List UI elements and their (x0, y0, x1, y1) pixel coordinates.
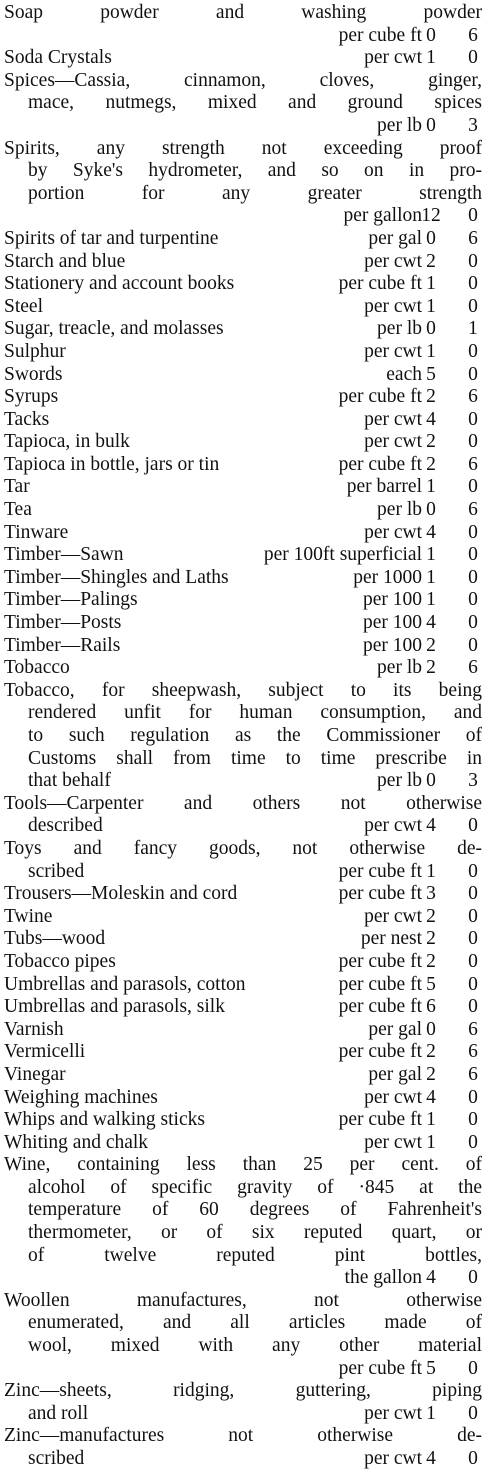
entry-description: Toys and fancy goods, not otherwise de- (4, 837, 482, 859)
tariff-entry-spirits (4, 138, 484, 228)
entry-shillings: 2 (426, 1063, 436, 1085)
entry-description: Weighing machines (4, 1086, 158, 1108)
entry-description: scribed (28, 1448, 85, 1469)
entry-shillings: 5 (426, 363, 436, 385)
entry-line (4, 273, 484, 296)
entry-pence: 6 (468, 499, 478, 521)
entry-description: Sulphur (4, 340, 66, 362)
entry-unit: per lb (377, 318, 422, 340)
entry-shillings: 2 (426, 386, 436, 408)
tariff-entry-timber-palings (4, 589, 484, 612)
entry-unit: per cube ft (338, 1357, 422, 1379)
entry-line (4, 567, 484, 590)
tariff-entry-steel (4, 296, 484, 319)
entry-pence: 0 (468, 544, 478, 566)
tariff-entry-tacks (4, 409, 484, 432)
entry-description: described (28, 815, 103, 837)
entry-pence: 0 (468, 340, 478, 362)
tariff-entry-tobacco-pipes (4, 951, 484, 974)
entry-shillings: 1 (426, 544, 436, 566)
entry-shillings: 1 (426, 1402, 436, 1424)
entry-shillings: 0 (426, 318, 436, 340)
entry-description: Zinc—manufactures not otherwise de- (4, 1425, 482, 1447)
entry-pence: 0 (468, 521, 478, 543)
entry-description: Timber—Sawn (4, 544, 124, 566)
entry-line (4, 522, 484, 545)
entry-pence: 0 (468, 250, 478, 272)
entry-line (4, 2, 484, 25)
entry-line (4, 115, 484, 138)
entry-pence: 0 (468, 612, 478, 634)
entry-shillings: 2 (426, 250, 436, 272)
tariff-entry-tubs (4, 928, 484, 951)
entry-description: Umbrellas and parasols, silk (4, 996, 225, 1018)
entry-pence: 0 (468, 883, 478, 905)
entry-unit: per cwt (364, 1086, 422, 1108)
entry-description: Tacks (4, 408, 50, 430)
entry-description: Varnish (4, 1018, 64, 1040)
entry-unit: per cwt (364, 340, 422, 362)
entry-line (4, 702, 484, 725)
entry-line (4, 928, 484, 951)
entry-pence: 0 (468, 1448, 478, 1469)
tariff-entry-tobacco-sheepwash (4, 680, 484, 793)
entry-shillings: 2 (426, 1041, 436, 1063)
tariff-entry-starch (4, 251, 484, 274)
entry-line (4, 1425, 484, 1448)
entry-pence: 0 (468, 1109, 478, 1131)
entry-unit: per 100 (362, 634, 422, 656)
tariff-entry-spirits-tar (4, 228, 484, 251)
entry-description: Tobacco (4, 657, 70, 679)
entry-unit: per cwt (364, 521, 422, 543)
entry-unit: per cwt (364, 431, 422, 453)
entry-pence: 0 (468, 1267, 478, 1289)
entry-pence: 0 (468, 476, 478, 498)
entry-unit: per cube ft (338, 273, 422, 295)
tariff-entry-syrups (4, 386, 484, 409)
entry-shillings: 5 (426, 973, 436, 995)
entry-line (4, 1245, 484, 1268)
entry-description: Timber—Rails (4, 634, 121, 656)
entry-pence: 6 (468, 1063, 478, 1085)
entry-unit: per cwt (364, 47, 422, 69)
entry-shillings: 1 (426, 273, 436, 295)
entry-shillings: 0 (426, 499, 436, 521)
entry-unit: per cube ft (338, 24, 422, 46)
entry-description: thermometer, or of six reputed quart, or (28, 1222, 482, 1244)
entry-description: scribed (28, 860, 85, 882)
tariff-entry-whips (4, 1109, 484, 1132)
entry-line (4, 1380, 484, 1403)
entry-description: Zinc—sheets, ridging, guttering, piping (4, 1380, 482, 1402)
entry-shillings: 0 (426, 114, 436, 136)
entry-shillings: 2 (426, 905, 436, 927)
entry-description: Steel (4, 295, 43, 317)
entry-pence: 0 (468, 1357, 478, 1379)
entry-unit: per 1000 (353, 566, 422, 588)
entry-pence: 6 (468, 386, 478, 408)
entry-line (4, 386, 484, 409)
entry-pence: 0 (468, 273, 478, 295)
entry-description: Twine (4, 905, 53, 927)
entry-shillings: 2 (426, 657, 436, 679)
entry-description: Spirits, any strength not exceeding proof (4, 137, 482, 159)
entry-shillings: 12 (421, 205, 441, 227)
tariff-entry-stationery (4, 273, 484, 296)
entry-pence: 0 (468, 408, 478, 430)
entry-line (4, 815, 484, 838)
entry-description: Syrups (4, 386, 59, 408)
entry-pence: 0 (468, 1131, 478, 1153)
entry-line (4, 1335, 484, 1358)
entry-shillings: 4 (426, 1448, 436, 1469)
entry-description: wool, mixed with any other material (28, 1335, 482, 1357)
entry-line (4, 364, 484, 387)
entry-description: and roll (28, 1402, 89, 1424)
entry-shillings: 4 (426, 521, 436, 543)
entry-line (4, 476, 484, 499)
entry-description: of twelve reputed pint bottles, (28, 1244, 482, 1266)
entry-unit: per cube ft (338, 883, 422, 905)
entry-line (4, 1064, 484, 1087)
entry-line (4, 1177, 484, 1200)
entry-description: Whips and walking sticks (4, 1109, 205, 1131)
entry-line (4, 1448, 484, 1471)
entry-description: Customs shall from time to time prescribe in (28, 747, 482, 769)
entry-shillings: 4 (426, 1267, 436, 1289)
entry-description: Spirits of tar and turpentine (4, 227, 219, 249)
entry-shillings: 1 (426, 860, 436, 882)
entry-pence: 6 (468, 227, 478, 249)
tariff-entry-whiting (4, 1132, 484, 1155)
entry-line (4, 1267, 484, 1290)
entry-unit: per cwt (364, 250, 422, 272)
entry-description: Tubs—wood (4, 928, 106, 950)
tariff-entry-twine (4, 906, 484, 929)
entry-pence: 3 (468, 770, 478, 792)
entry-description: Timber—Posts (4, 612, 122, 634)
tariff-entry-vermicelli (4, 1041, 484, 1064)
tariff-entry-zinc-manufactures (4, 1425, 484, 1470)
entry-line (4, 318, 484, 341)
entry-shillings: 6 (426, 996, 436, 1018)
tariff-entry-soda (4, 47, 484, 70)
entry-unit: per 100ft superficial (263, 544, 422, 566)
entry-pence: 0 (468, 996, 478, 1018)
entry-unit: each (386, 363, 422, 385)
entry-unit: per cwt (364, 905, 422, 927)
entry-unit: per lb (377, 657, 422, 679)
tariff-entry-weighing (4, 1087, 484, 1110)
entry-line (4, 1019, 484, 1042)
entry-shillings: 2 (426, 950, 436, 972)
entry-unit: per 100 (362, 589, 422, 611)
entry-line (4, 1222, 484, 1245)
tariff-entry-wine (4, 1154, 484, 1290)
entry-description: rendered unfit for human consumption, and (28, 702, 482, 724)
entry-description: mace, nutmegs, mixed and ground spices (28, 92, 482, 114)
entry-shillings: 2 (426, 634, 436, 656)
entry-shillings: 2 (426, 928, 436, 950)
tariff-entry-sugar (4, 318, 484, 341)
entry-pence: 0 (468, 589, 478, 611)
entry-unit: per cube ft (338, 996, 422, 1018)
entry-pence: 0 (468, 905, 478, 927)
entry-line (4, 341, 484, 364)
entry-line (4, 296, 484, 319)
entry-pence: 0 (468, 295, 478, 317)
tariff-entry-umbrellas-silk (4, 996, 484, 1019)
entry-shillings: 4 (426, 612, 436, 634)
entry-description: that behalf (28, 770, 111, 792)
entry-shillings: 2 (426, 453, 436, 475)
tariff-entry-timber-sawn (4, 544, 484, 567)
entry-unit: per nest (360, 928, 422, 950)
entry-unit: per gallon (343, 205, 422, 227)
entry-line (4, 92, 484, 115)
entry-unit: per cube ft (338, 860, 422, 882)
entry-line (4, 544, 484, 567)
entry-line (4, 883, 484, 906)
tariff-entry-tinware (4, 522, 484, 545)
tariff-entry-tapioca-bottle (4, 454, 484, 477)
entry-pence: 6 (468, 24, 478, 46)
entry-pence: 0 (468, 205, 478, 227)
entry-description: Whiting and chalk (4, 1131, 149, 1153)
entry-shillings: 4 (426, 408, 436, 430)
entry-pence: 0 (468, 928, 478, 950)
entry-line (4, 1154, 484, 1177)
entry-line (4, 251, 484, 274)
tariff-entry-zinc-sheets (4, 1380, 484, 1425)
entry-unit: the gallon (344, 1267, 422, 1289)
entry-unit: per gal (368, 1018, 422, 1040)
entry-line (4, 25, 484, 48)
entry-pence: 6 (468, 1041, 478, 1063)
tariff-entry-trousers (4, 883, 484, 906)
entry-line (4, 47, 484, 70)
entry-description: Swords (4, 363, 63, 385)
entry-description: Tools—Carpenter and others not otherwise (4, 792, 482, 814)
entry-description: Tar (4, 476, 30, 498)
entry-unit: per cube ft (338, 386, 422, 408)
entry-unit: per cwt (364, 1448, 422, 1469)
entry-pence: 3 (468, 114, 478, 136)
entry-pence: 0 (468, 431, 478, 453)
entry-line (4, 612, 484, 635)
entry-shillings: 4 (426, 815, 436, 837)
entry-unit: per lb (377, 114, 422, 136)
entry-pence: 0 (468, 973, 478, 995)
tariff-entry-umbrellas-cotton (4, 974, 484, 997)
entry-description: Stationery and account books (4, 273, 235, 295)
entry-description: Soda Crystals (4, 47, 112, 69)
entry-unit: per gal (368, 1063, 422, 1085)
entry-description: Spices—Cassia, cinnamon, cloves, ginger, (4, 69, 482, 91)
tariff-entry-tools (4, 793, 484, 838)
entry-line (4, 160, 484, 183)
entry-pence: 0 (468, 363, 478, 385)
entry-description: portion for any greater strength (28, 182, 482, 204)
entry-description: Timber—Shingles and Laths (4, 566, 229, 588)
entry-line (4, 1199, 484, 1222)
entry-pence: 6 (468, 657, 478, 679)
entry-shillings: 1 (426, 1109, 436, 1131)
entry-description: Soap powder and washing powder (4, 2, 482, 23)
entry-shillings: 1 (426, 589, 436, 611)
entry-pence: 0 (468, 1402, 478, 1424)
entry-line (4, 1403, 484, 1426)
entry-description: enumerated, and all articles made of (28, 1312, 482, 1334)
entry-description: Tinware (4, 521, 69, 543)
entry-shillings: 0 (426, 24, 436, 46)
entry-line (4, 499, 484, 522)
entry-pence: 0 (468, 1086, 478, 1108)
entry-unit: per cwt (364, 408, 422, 430)
entry-shillings: 1 (426, 566, 436, 588)
entry-line (4, 1358, 484, 1381)
entry-unit: per gal (368, 227, 422, 249)
entry-shillings: 0 (426, 770, 436, 792)
tariff-entry-swords (4, 364, 484, 387)
tariff-entry-sulphur (4, 341, 484, 364)
entry-pence: 0 (468, 566, 478, 588)
entry-unit: per barrel (346, 476, 422, 498)
entry-description: Sugar, treacle, and molasses (4, 318, 224, 340)
entry-line (4, 657, 484, 680)
entry-description: Vermicelli (4, 1041, 86, 1063)
tariff-entry-tar (4, 476, 484, 499)
entry-line (4, 1312, 484, 1335)
entry-unit: per cwt (364, 1402, 422, 1424)
tariff-entry-timber-posts (4, 612, 484, 635)
entry-description: Tapioca, in bulk (4, 431, 130, 453)
entry-unit: per cwt (364, 1131, 422, 1153)
entry-shillings: 2 (426, 431, 436, 453)
entry-line (4, 861, 484, 884)
entry-description: Umbrellas and parasols, cotton (4, 973, 246, 995)
entry-pence: 1 (468, 318, 478, 340)
entry-shillings: 1 (426, 1131, 436, 1153)
entry-unit: per cube ft (338, 950, 422, 972)
entry-line (4, 906, 484, 929)
entry-line (4, 183, 484, 206)
entry-line (4, 205, 484, 228)
entry-line (4, 70, 484, 93)
entry-line (4, 409, 484, 432)
entry-unit: per cube ft (338, 1041, 422, 1063)
entry-line (4, 1290, 484, 1313)
tariff-entry-tea (4, 499, 484, 522)
entry-unit: per cube ft (338, 1109, 422, 1131)
entry-line (4, 454, 484, 477)
entry-pence: 0 (468, 950, 478, 972)
entry-pence: 0 (468, 860, 478, 882)
entry-line (4, 748, 484, 771)
entry-description: alcohol of specific gravity of ·845 at the (28, 1176, 482, 1198)
entry-line (4, 951, 484, 974)
entry-pence: 6 (468, 1018, 478, 1040)
tariff-entry-woollen (4, 1290, 484, 1380)
entry-description: Starch and blue (4, 250, 126, 272)
tariff-entry-spices (4, 70, 484, 138)
entry-shillings: 1 (426, 476, 436, 498)
entry-line (4, 635, 484, 658)
entry-description: Trousers—Moleskin and cord (4, 883, 238, 905)
entry-description: Timber—Palings (4, 589, 138, 611)
entry-description: Woollen manufactures, not otherwise (4, 1289, 482, 1311)
entry-pence: 6 (468, 453, 478, 475)
entry-unit: per cube ft (338, 453, 422, 475)
entry-shillings: 1 (426, 47, 436, 69)
tariff-entry-tobacco (4, 657, 484, 680)
tariff-entry-timber-shingles (4, 567, 484, 590)
entry-description: to such regulation as the Commissioner of (28, 725, 482, 746)
tariff-entry-vinegar (4, 1064, 484, 1087)
entry-shillings: 5 (426, 1357, 436, 1379)
entry-pence: 0 (468, 815, 478, 837)
entry-line (4, 1087, 484, 1110)
entry-description: Tapioca in bottle, jars or tin (4, 453, 220, 475)
entry-shillings: 0 (426, 1018, 436, 1040)
tariff-entry-tapioca-bulk (4, 431, 484, 454)
entry-pence: 0 (468, 47, 478, 69)
entry-line (4, 228, 484, 251)
entry-description: Wine, containing less than 25 per cent. of (4, 1154, 482, 1176)
entry-line (4, 431, 484, 454)
entry-unit: per cwt (364, 815, 422, 837)
entry-line (4, 725, 484, 748)
tariff-entry-timber-rails (4, 635, 484, 658)
entry-line (4, 793, 484, 816)
entry-line (4, 680, 484, 703)
entry-line (4, 770, 484, 793)
entry-description: Tobacco pipes (4, 950, 116, 972)
entry-description: Vinegar (4, 1063, 66, 1085)
entry-line (4, 996, 484, 1019)
entry-line (4, 589, 484, 612)
entry-unit: per cube ft (338, 973, 422, 995)
entry-unit: per lb (377, 770, 422, 792)
tariff-entry-soap (4, 2, 484, 47)
tariff-entry-varnish (4, 1019, 484, 1042)
entry-shillings: 3 (426, 883, 436, 905)
entry-line (4, 1132, 484, 1155)
tariff-entry-toys (4, 838, 484, 883)
entry-line (4, 1109, 484, 1132)
entry-description: Tea (4, 499, 32, 521)
entry-line (4, 838, 484, 861)
entry-line (4, 974, 484, 997)
entry-shillings: 0 (426, 227, 436, 249)
entry-description: temperature of 60 degrees of Fahrenheit's (28, 1199, 482, 1221)
entry-description: by Syke's hydrometer, and so on in pro- (28, 160, 482, 182)
entry-shillings: 1 (426, 295, 436, 317)
entry-unit: per 100 (362, 612, 422, 634)
entry-description: Tobacco, for sheepwash, subject to its being (4, 679, 482, 701)
entry-unit: per lb (377, 499, 422, 521)
entry-unit: per cwt (364, 295, 422, 317)
entry-pence: 0 (468, 634, 478, 656)
entry-line (4, 1041, 484, 1064)
entry-line (4, 138, 484, 161)
entry-shillings: 4 (426, 1086, 436, 1108)
entry-shillings: 1 (426, 340, 436, 362)
